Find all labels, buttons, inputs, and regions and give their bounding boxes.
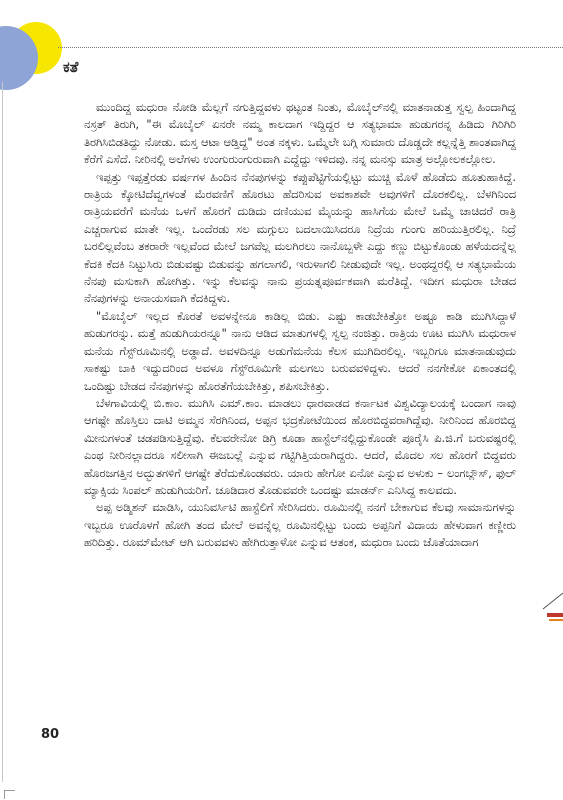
paragraph: "ಮೊಬೈಲ್ ಇಲ್ಲದ ಕೊರತೆ ಅವಳನ್ನೇನೂ ಕಾಡಿಲ್ಲ ಬಿಡು. ಎಷ್ಟು ಕಾಡಬೇಕಿತ್ತೋ ಅಷ್ಟೂ ಕಾಡಿ ಮುಗಿಸಿದ್ದಾಳೆ ಹುಡುಗರನ್ನು. ಮತ್ತೆ ಹುಡುಗಿಯರನ್ನೂ" ನಾನು ಆಡಿದ ಮಾತುಗಳಲ್ಲಿ ಸ್ವಲ್ಪ ನಂಜಿತ್ತು. ರಾತ್ರಿಯ ಊಟ ಮುಗಿಸಿ ಮಧುರಾಳ ಮನೆಯ ಗೆಸ್ಟ್‌ರೂಮಿನಲ್ಲಿ ಅಡ್ಡಾದೆ. ಅವಳದಿನ್ನೂ ಅಡುಗೆಮನೆಯ ಕೆಲಸ ಮುಗಿದಿರಲಿಲ್ಲ. ಇಬ್ಬರಿಗೂ ಮಾತನಾಡುವುದು ಸಾಕಷ್ಟು ಬಾಕಿ ಇದ್ದುದರಿಂದ ಅವಳೂ ಗೆಸ್ಟ್‌ರೂಮಿಗೇ ಮಲಗಲು ಬರುವವಳಿದ್ದಳು. ಆದರೆ ನನಗೇಕೋ ಏಕಾಂತದಲ್ಲಿ ಒಂದಿಷ್ಟು ಬೇಡದ ನೆನಪುಗಳನ್ನು ಹೊರತೆಗೆಯಬೇಕಿತ್ತು, ಶಪಿಸಬೇಕಿತ್ತು. xyxy=(84,309,516,393)
paragraph: ಬೆಳಗಾವಿಯಲ್ಲಿ ಬಿ.ಕಾಂ. ಮುಗಿಸಿ ಎಮ್.ಕಾಂ. ಮಾಡಲು ಧಾರವಾಡದ ಕರ್ನಾಟಕ ವಿಶ್ವವಿದ್ಯಾಲಯಕ್ಕೆ ಬಂದಾಗ ನಾವು ಆಗಷ್ಟೇ ಹೊಸ್ತಿಲು ದಾಟಿ ಅಮ್ಮನ ಸೆರಗಿನಿಂದ, ಅಪ್ಪನ ಭದ್ರಕೋಟೆಯಿಂದ ಹೊರಬಿದ್ದವರಾಗಿದ್ದೆವು. ನೀರಿನಿಂದ ಹೊರಬಿದ್ದ ಮೀನುಗಳಂತೆ ಚಡಪಡಿಸುತ್ತಿದ್ದೆವು. ಕೆಲವರೇನೋ ಡಿಗ್ರಿ ಕೂಡಾ ಹಾಸ್ಟೆಲ್‌ನಲ್ಲಿದ್ದುಕೊಂಡೇ ಪೂರೈಸಿ ಪಿ.ಜಿ.ಗೆ ಬರುವಷ್ಟರಲ್ಲಿ ಎಂಥ ನೀರಿನಲ್ಲಾದರೂ ಸಲೀಸಾಗಿ ಈಜಬಲ್ಲೆ ಎನ್ನುವ ಗಟ್ಟಿಗಿತ್ತಿಯರಾಗಿದ್ದರು. ಆದರೆ, ಮೊದಲ ಸಲ ಹೊರಗೆ ಬಿದ್ದವರು ಹೊರಜಗತ್ತಿನ ಅದ್ಭುತಗಳಿಗೆ ಆಗಷ್ಟೇ ತೆರೆದುಕೊಂಡವರು. ಯಾರು ಹೇಗೋ ಏನೋ ಎನ್ನುವ ಅಳುಕು – ಲಂಗಬ್ಲೌಸ್, ಫುಲ್ ಮ್ಯಾಕ್ಸಿಯ ಸಿಂಪಲ್ ಹುಡುಗಿಯರಿಗೆ. ಚೂಡಿದಾರ ತೊಡುವವರೇ ಒಂದಷ್ಟು ಮಾಡರ್ನ್ ಎನಿಸಿದ್ದ ಕಾಲವದು. xyxy=(84,396,516,497)
left-margin-rule xyxy=(2,82,3,782)
paragraph: ಇಪ್ಪತ್ತು ಇಪ್ಪತ್ತೆರಡು ವರ್ಷಗಳ ಹಿಂದಿನ ನೆನಪುಗಳನ್ನು ಕಪ್ಪುಪೆಟ್ಟಿಗೆಯಲ್ಲಿಟ್ಟು ಮುಚ್ಚಿ ಮೊಳೆ ಹೊಡೆದು ಹೂತುಹಾಕಿದ್ದೆ. ರಾತ್ರಿಯ ಕ್ಕೋಟಿದೆವ್ವಗಳಂತೆ ಮೆರವಣಿಗೆ ಹೊರಟು ಹೆದರಿಸುವ ಅವಕಾಶವೇ ಅವುಗಳಿಗೆ ದೊರಕಲಿಲ್ಲ. ಬೆಳಗಿನಿಂದ ರಾತ್ರಿಯವರೆಗೆ ಮನೆಯ ಒಳಗೆ ಹೊರಗೆ ದುಡಿದು ದಣಿಯುವ ಮೈಯನ್ನು ಹಾಸಿಗೆಯ ಮೇಲೆ ಒಮ್ಮೆ ಚಾಚಿದರೆ ರಾತ್ರಿ ಎಚ್ಚರಾಗುವ ಮಾತೇ ಇಲ್ಲ. ಒಂದೆರಡು ಸಲ ಮಗ್ಗುಲು ಬದಲಾಯಿಸಿದರೂ ನಿದ್ರೆಯ ಗುಂಗು ಹರಿಯುತ್ತಿರಲಿಲ್ಲ. ನಿದ್ರೆ ಬರಲಿಲ್ಲವೆಂಬ ತಕರಾರೇ ಇಲ್ಲವೆಂದ ಮೇಲೆ ಜಗವೆಲ್ಲ ಮಲಗಿರಲು ನಾನೊಬ್ಬಳೇ ಎದ್ದು ಕಣ್ಣು ಬಿಟ್ಟುಕೊಂಡು ಹಳೆಯದನ್ನೆಲ್ಲ ಕೆದಕಿ ಕೆದಕಿ ನಿಟ್ಟುಸಿರು ಬಿಡುವಷ್ಟು ಬಿಡುವನ್ನು ಹಗಲಾಗಲಿ, ಇರುಳಾಗಲಿ ನೀಡುವುದೇ ಇಲ್ಲ. ಅಂಥದ್ದರಲ್ಲಿ ಆ ಸತ್ಯಭಾಮೆಯ ನೆನಪು ಮಸುಕಾಗಿ ಹೋಗಿತ್ತು. ಇನ್ನು ಕೆಲವನ್ನು ನಾನು ಪ್ರಯತ್ನಪೂರ್ವಕವಾಗಿ ಮರೆತಿದ್ದೆ. ಇದೀಗ ಮಧುರಾ ಬೇಡದ ನೆನಪುಗಳನ್ನು ಅನಾಯಸವಾಗಿ ಕೆದಕಿದ್ದಳು. xyxy=(84,170,516,306)
section-label: ಕತೆ xyxy=(63,58,79,76)
paragraph: ಅಪ್ಪ ಅಡ್ಮಿಶನ್ ಮಾಡಿಸಿ, ಯುನಿವರ್ಸಿಟಿ ಹಾಸ್ಟೆಲಿಗೆ ಸೇರಿಸಿದರು. ರೂಮಿನಲ್ಲಿ ನನಗೆ ಬೇಕಾಗುವ ಕೆಲವು ಸಾಮಾನುಗಳನ್ನು ಇಬ್ಬರೂ ಊರೊಳಗೆ ಹೋಗಿ ತಂದ ಮೇಲೆ ಅವನ್ನೆಲ್ಲ ರೂಮಿನಲ್ಲಿಟ್ಟು ಬಂದು ಅಪ್ಪನಿಗೆ ವಿದಾಯ ಹೇಳುವಾಗ ಕಣ್ಣೀರು ಹರಿದಿತ್ತು. ರೂಮ್‌ಮೇಟ್ ಆಗಿ ಬರುವವಳು ಹೇಗಿರುತ್ತಾಳೋ ಎನ್ನುವ ಆತಂಕ, ಮಧುರಾ ಬಂದು ಜೊತೆಯಾದಾಗ xyxy=(84,501,516,550)
header-dotted-divider xyxy=(58,47,563,48)
story-body xyxy=(84,99,516,552)
page-edge-mark-icon xyxy=(539,591,563,631)
crop-mark xyxy=(4,790,15,799)
paragraph: ಮುಂದಿದ್ದ ಮಧುರಾ ನೋಡಿ ಮೆಲ್ಲಗೆ ನಗುತ್ತಿದ್ದವಳು ಥಟ್ಟಂತ ನಿಂತು, ಮೊಬೈಲ್‌ನಲ್ಲಿ ಮಾತನಾಡುತ್ತ ಸ್ವಲ್ಪ ಹಿಂದಾಗಿದ್ದ ನಸ್ರತ್ ತಿರುಗಿ, "ಈ ಮೊಬೈಲ್ ಏನರೇ ನಮ್ಮ ಕಾಲದಾಗ ಇದ್ದಿದ್ದರ ಆ ಸತ್ಯಭಾಮಾ ಹುಡುಗರನ್ನ ಹಿಡಿದು ಗಿರಿಗಿರಿ ತಿರಗಿಸಿಬಿಡತಿದ್ದು ನೋಡು. ಮಸ್ತ ಆಟಾ ಆಡ್ತಿದ್ದ" ಅಂತ ನಕ್ಕಳು. ಒಮ್ಮೆಲೇ ಬಗ್ಗಿ ಸುಮಾರು ದೊಡ್ಡದೇ ಕಲ್ಲನ್ನೆತ್ತಿ ಶಾಂತವಾಗಿದ್ದ ಕೆರೆಗೆ ಎಸೆದೆ. ನೀರಿನಲ್ಲಿ ಅಲೆಗಳು ಉಂಗುರುಂಗುರುವಾಗಿ ಎದ್ದೆದ್ದು ಇಳಿದವು. ನನ್ನ ಮನಸ್ಸು ಮಾತ್ರ ಅಲ್ಲೋಲಕಲ್ಲೋಲ. xyxy=(84,101,516,167)
page-number: 80 xyxy=(41,727,60,742)
